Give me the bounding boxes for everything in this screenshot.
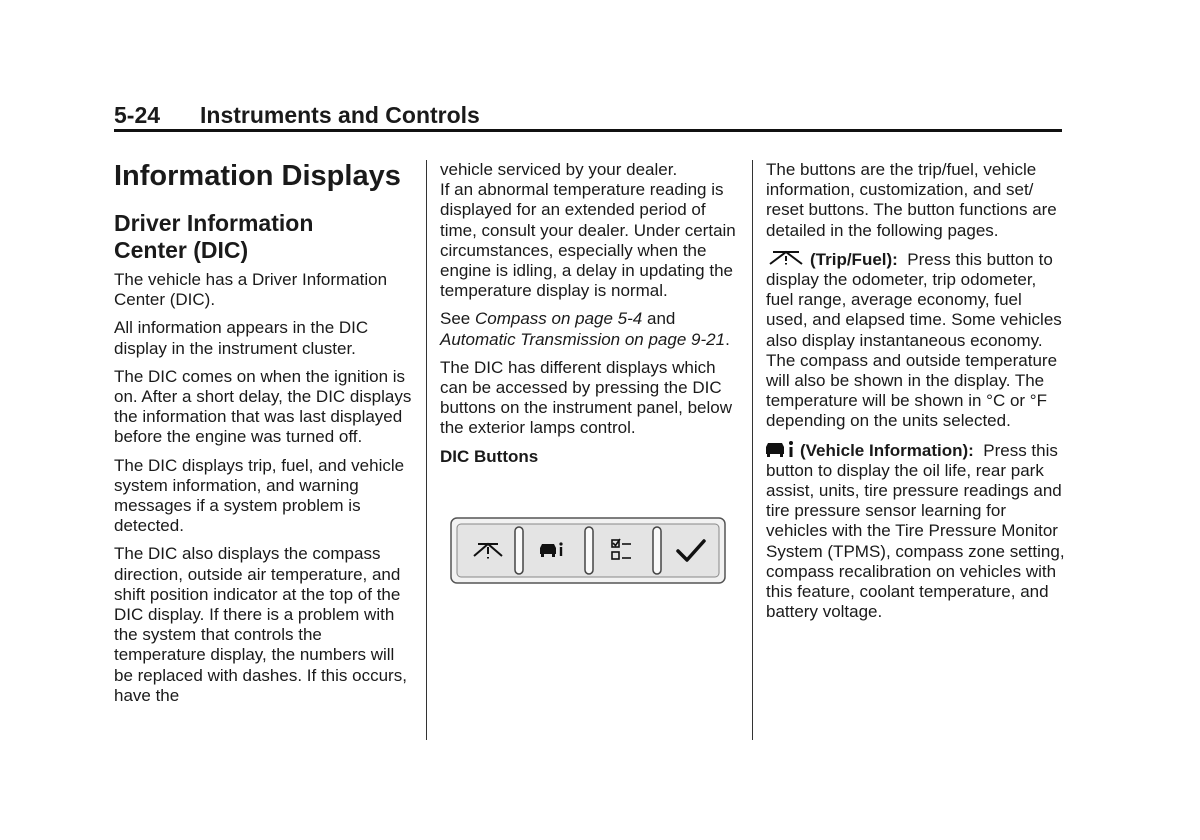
page-title: Information Displays [114, 160, 401, 192]
paragraph: The DIC has different displays which can be accessed by pressing the DIC buttons on the instrument panel, below the exterior lamps control. [440, 357, 733, 438]
column-1 [114, 160, 414, 714]
column-2 [440, 160, 740, 584]
column-3 [766, 160, 1066, 630]
section-title: Instruments and Controls [200, 102, 480, 128]
paragraph: vehicle serviced by your dealer. [440, 160, 678, 179]
compass-link[interactable]: Compass on page 5-4 [474, 309, 643, 329]
trip-fuel-description [766, 249, 1066, 432]
see-text: See [440, 309, 471, 329]
paragraph: The vehicle has a Driver Information Center (DIC). [114, 270, 388, 310]
paragraph: The buttons are the trip/fuel, vehicle information, customization, and set/ reset buttons. The button functions are detailed in the following pages. [766, 160, 1057, 240]
vehicle-info-label: (Vehicle Information): [800, 440, 974, 460]
header-rule [114, 129, 1062, 132]
trip-fuel-button[interactable] [458, 523, 514, 577]
vehicle-info-description [766, 440, 1066, 623]
paragraph: The DIC also displays the compass direction, outside air temperature, and shift position indicator at the top of the DIC display. If there is a problem with the system that controls the temperature display, the numbers will be replaced with dashes. If this occurs, have the [114, 544, 407, 705]
vehicle-info-icon [766, 440, 796, 458]
trip-fuel-label: (Trip/Fuel): [810, 249, 898, 269]
customization-button[interactable] [594, 523, 652, 577]
paragraph: If an abnormal temperature reading is displayed for an extended period of time, consult your dealer. Under certain circumstances, especially when the engine is idling, a delay in updating the temperature display is normal. [440, 180, 736, 301]
column-divider [752, 160, 753, 740]
dic-button-panel [450, 517, 726, 584]
set-reset-button[interactable] [662, 523, 718, 577]
section-heading: Driver Information Center (DIC) [114, 210, 314, 263]
period: . [725, 329, 730, 349]
paragraph: The DIC comes on when the ignition is on. After a short delay, the DIC displays the information that was last displayed before the engine was turned off. [114, 366, 412, 447]
paragraph: The DIC displays trip, fuel, and vehicle system information, and warning messages if a system problem is detected. [114, 455, 405, 536]
cross-reference [440, 309, 740, 349]
trip-fuel-text: Press this button to display the odometer, trip odometer, fuel range, average economy, fuel used, and elapsed time. Some vehicles also display instantaneous economy. The compass and outside temperature will also be shown in the display. The temperature will be shown in °C or °F depending on the units selected. [766, 249, 1062, 431]
paragraph: All information appears in the DIC display in the instrument cluster. [114, 318, 369, 358]
page-number: 5-24 [114, 102, 161, 128]
dic-buttons-heading: DIC Buttons [440, 446, 539, 466]
trip-fuel-icon [766, 249, 806, 267]
transmission-link[interactable]: Automatic Transmission on page 9-21 [440, 329, 726, 349]
and-text: and [647, 309, 676, 329]
vehicle-info-text: Press this button to display the oil life, rear park assist, units, tire pressure readings and tire pressure sensor learning for vehicles with the Tire Pressure Monitor System (TPMS), compass zone setting, compass recalibration on vehicles with this feature, coolant temperature, and battery voltage. [766, 440, 1065, 622]
vehicle-info-button[interactable] [524, 523, 584, 577]
page-header [114, 100, 1062, 130]
column-divider [426, 160, 427, 740]
